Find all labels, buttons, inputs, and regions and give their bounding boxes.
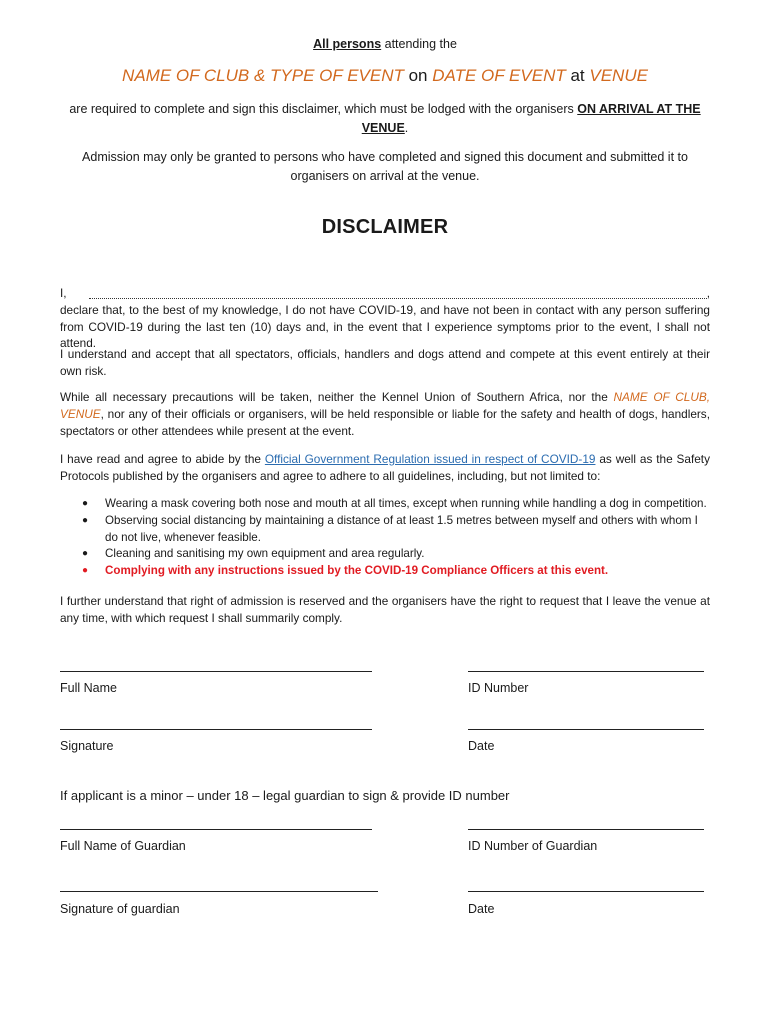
- declaration-paragraph: [60, 285, 710, 352]
- admission-paragraph: I further understand that right of admission is reserved and the organisers have the right to request that I leave the venue at any time, with which request I shall summarily comply.: [60, 594, 710, 625]
- risk-paragraph: I understand and accept that all spectators, officials, handlers and dogs attend and compete at this event entirely at their own risk.: [60, 347, 710, 378]
- regulation-link[interactable]: Official Government Regulation issued in respect of COVID-19: [264, 452, 596, 466]
- admission-notice: Admission may only be granted to persons who have completed and signed this document and submitted it to organisers on arrival at the venue.: [82, 150, 688, 183]
- declaration-name-line: [60, 285, 710, 302]
- bullet-icon: ●: [82, 548, 89, 560]
- guardian-name-label: Full Name of Guardian: [60, 839, 186, 853]
- attendance-line: [50, 37, 720, 51]
- club-event-placeholder: NAME OF CLUB & TYPE OF EVENT: [122, 66, 404, 85]
- list-item: ● Observing social distancing by maintaining a distance of at least 1.5 metres between myself and others with whom I do not live, whenever feasible.: [82, 513, 712, 547]
- precautions-text-before: While all necessary precautions will be taken, neither the Kennel Union of Southern Africa, nor the: [60, 390, 614, 404]
- list-item-warning: ● Complying with any instructions issued by the COVID-19 Compliance Officers at this event.: [82, 563, 712, 580]
- required-period: .: [404, 121, 409, 135]
- declaration-text: declare that, to the best of my knowledge, I do not have COVID-19, and have not been in contact with any person suffering from COVID-19 during the last ten (10) days and, in the event that I experience symptoms prior to the event, I shall not attend.: [60, 302, 710, 351]
- guardian-date-line[interactable]: [468, 891, 704, 892]
- full-name-label: Full Name: [60, 681, 117, 695]
- guardian-id-label: ID Number of Guardian: [468, 839, 598, 853]
- declaration-name-blank[interactable]: [89, 288, 707, 299]
- declaration-comma: ,: [706, 286, 710, 300]
- regulation-text-before: I have read and agree to abide by the: [60, 452, 265, 466]
- list-item: ● Wearing a mask covering both nose and mouth at all times, except when running while handling a dog in competition.: [82, 496, 712, 513]
- precautions-text-after: , nor any of their officials or organisers, will be held responsible or liable for the safety and health of dogs, handlers, spectators or other attendees while present at the event.: [60, 406, 710, 438]
- id-number-line[interactable]: [468, 671, 704, 672]
- guidelines-list: [82, 496, 712, 580]
- signature-label: Signature: [60, 739, 114, 753]
- required-line: [50, 100, 720, 138]
- date-line[interactable]: [468, 729, 704, 730]
- guardian-id-line[interactable]: [468, 829, 704, 830]
- full-name-line[interactable]: [60, 671, 372, 672]
- declaration-i-label: I,: [60, 286, 67, 300]
- signature-line[interactable]: [60, 729, 372, 730]
- page-title: DISCLAIMER: [321, 216, 449, 238]
- all-persons-text: All persons: [313, 37, 382, 51]
- venue-placeholder: VENUE: [589, 66, 648, 85]
- on-text: on: [403, 66, 433, 85]
- regulation-paragraph: [60, 451, 710, 485]
- date-placeholder: DATE OF EVENT: [432, 66, 566, 85]
- list-item: ● Cleaning and sanitising my own equipment and area regularly.: [82, 546, 712, 563]
- minor-note: If applicant is a minor – under 18 – legal guardian to sign & provide ID number: [60, 788, 510, 803]
- guardian-name-line[interactable]: [60, 829, 372, 830]
- bullet-icon: ●: [82, 498, 89, 509]
- on-arrival-text: ON ARRIVAL AT THE VENUE: [361, 102, 701, 135]
- date-label: Date: [468, 739, 495, 753]
- guardian-signature-label: Signature of guardian: [60, 902, 180, 916]
- required-text: are required to complete and sign this disclaimer, which must be lodged with the organisers: [69, 102, 578, 116]
- guardian-date-label: Date: [468, 902, 495, 916]
- guardian-signature-line[interactable]: [60, 891, 378, 892]
- club-venue-placeholder: NAME OF CLUB, VENUE: [60, 390, 710, 421]
- at-text: at: [565, 66, 590, 85]
- attending-text: attending the: [381, 37, 457, 51]
- event-line: [50, 66, 720, 86]
- precautions-paragraph: [60, 389, 710, 439]
- bullet-icon: ●: [82, 514, 89, 526]
- id-number-label: ID Number: [468, 681, 529, 695]
- regulation-text-after: as well as the Safety Protocols published by the organisers and agree to adhere to all guidelines, including, but not limited to:: [60, 452, 710, 483]
- bullet-icon: ●: [82, 565, 89, 577]
